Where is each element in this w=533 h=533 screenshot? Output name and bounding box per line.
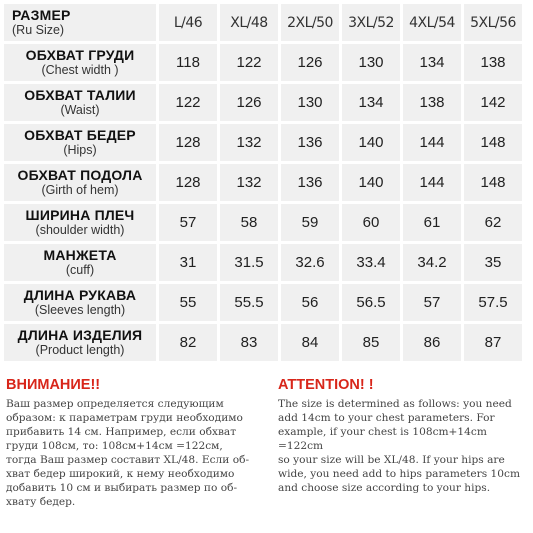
table-row <box>4 84 529 121</box>
measurement-name-en: (Sleeves length) <box>34 302 126 317</box>
measurement-value-cell: 136 <box>281 164 339 201</box>
notes-section <box>6 376 527 528</box>
measurement-value-cell: 34.2 <box>403 244 461 281</box>
measurement-value-cell: 126 <box>281 44 339 81</box>
measurement-label-cell <box>4 204 156 241</box>
size-column-header: L/46 <box>159 4 217 41</box>
table-row <box>4 324 529 361</box>
measurement-name-ru: ОБХВАТ ПОДОЛА <box>17 166 143 183</box>
measurement-value-cell: 60 <box>342 204 400 241</box>
measurement-value-cell: 84 <box>281 324 339 361</box>
measurement-label-cell <box>4 284 156 321</box>
measurement-value-cell: 82 <box>159 324 217 361</box>
measurement-value-cell: 86 <box>403 324 461 361</box>
size-header-ru: РАЗМЕР <box>12 6 71 23</box>
attention-title-ru: ВНИМАНИЕ!! <box>6 377 101 393</box>
measurement-value-cell: 31 <box>159 244 217 281</box>
measurement-name-en: (Hips) <box>63 142 97 157</box>
measurement-name-en: (Girth of hem) <box>41 182 119 197</box>
measurement-value-cell: 55 <box>159 284 217 321</box>
measurement-value-cell: 130 <box>342 44 400 81</box>
measurement-value-cell: 56.5 <box>342 284 400 321</box>
measurement-value-cell: 134 <box>403 44 461 81</box>
measurement-label-cell <box>4 124 156 161</box>
attention-text-en: The size is determined as follows: you need add 14cm to your chest parameters. For example, if your chest is 108cm+14cm =122cm so your size will be XL/48. If your hips are wide, you need add to hips parameters 10cm and choose size according to your hips. <box>278 398 520 494</box>
measurement-value-cell: 128 <box>159 124 217 161</box>
measurement-value-cell: 132 <box>220 164 278 201</box>
measurement-value-cell: 57 <box>159 204 217 241</box>
attention-note-en <box>278 376 528 495</box>
size-chart-table <box>4 4 529 364</box>
measurement-value-cell: 57 <box>403 284 461 321</box>
measurement-value-cell: 138 <box>464 44 522 81</box>
measurement-value-cell: 55.5 <box>220 284 278 321</box>
measurement-value-cell: 33.4 <box>342 244 400 281</box>
measurement-value-cell: 132 <box>220 124 278 161</box>
size-column-header: 4XL/54 <box>403 4 461 41</box>
measurement-value-cell: 32.6 <box>281 244 339 281</box>
measurement-value-cell: 148 <box>464 164 522 201</box>
measurement-value-cell: 144 <box>403 164 461 201</box>
measurement-name-ru: ШИРИНА ПЛЕЧ <box>25 206 135 223</box>
table-row <box>4 204 529 241</box>
measurement-value-cell: 62 <box>464 204 522 241</box>
measurement-name-en: (Chest width ) <box>41 62 119 77</box>
measurement-name-en: (cuff) <box>65 262 95 277</box>
measurement-value-cell: 128 <box>159 164 217 201</box>
measurement-name-ru: ОБХВАТ ТАЛИИ <box>24 86 136 103</box>
size-column-header: 3XL/52 <box>342 4 400 41</box>
measurement-value-cell: 126 <box>220 84 278 121</box>
measurement-label-cell <box>4 324 156 361</box>
measurement-name-en: (shoulder width) <box>35 222 125 237</box>
measurement-name-ru: МАНЖЕТА <box>43 246 117 263</box>
measurement-value-cell: 87 <box>464 324 522 361</box>
size-header-en: (Ru Size) <box>12 22 65 37</box>
measurement-value-cell: 136 <box>281 124 339 161</box>
measurement-value-cell: 31.5 <box>220 244 278 281</box>
measurement-value-cell: 59 <box>281 204 339 241</box>
measurement-value-cell: 144 <box>403 124 461 161</box>
measurement-value-cell: 56 <box>281 284 339 321</box>
table-row <box>4 244 529 281</box>
measurement-name-ru: ОБХВАТ ГРУДИ <box>25 46 135 63</box>
measurement-name-en: (Waist) <box>60 102 100 117</box>
measurement-label-cell <box>4 84 156 121</box>
measurement-value-cell: 142 <box>464 84 522 121</box>
attention-title-en: ATTENTION! ! <box>278 377 374 393</box>
size-header-cell <box>4 4 156 41</box>
measurement-value-cell: 57.5 <box>464 284 522 321</box>
measurement-label-cell <box>4 164 156 201</box>
measurement-value-cell: 140 <box>342 164 400 201</box>
measurement-value-cell: 58 <box>220 204 278 241</box>
measurement-value-cell: 122 <box>159 84 217 121</box>
measurement-value-cell: 138 <box>403 84 461 121</box>
table-row <box>4 164 529 201</box>
table-header-row <box>4 4 529 41</box>
measurement-name-en: (Product length) <box>35 342 125 357</box>
measurement-value-cell: 35 <box>464 244 522 281</box>
size-column-header: 5XL/56 <box>464 4 522 41</box>
attention-note-ru <box>6 376 268 509</box>
measurement-name-ru: ДЛИНА РУКАВА <box>23 286 137 303</box>
table-row <box>4 284 529 321</box>
table-row <box>4 44 529 81</box>
size-column-header: XL/48 <box>220 4 278 41</box>
measurement-value-cell: 83 <box>220 324 278 361</box>
measurement-value-cell: 118 <box>159 44 217 81</box>
size-column-header: 2XL/50 <box>281 4 339 41</box>
measurement-value-cell: 130 <box>281 84 339 121</box>
measurement-value-cell: 61 <box>403 204 461 241</box>
measurement-name-ru: ДЛИНА ИЗДЕЛИЯ <box>17 326 143 343</box>
table-row <box>4 124 529 161</box>
measurement-value-cell: 140 <box>342 124 400 161</box>
measurement-value-cell: 85 <box>342 324 400 361</box>
measurement-value-cell: 122 <box>220 44 278 81</box>
measurement-label-cell <box>4 44 156 81</box>
attention-text-ru: Ваш размер определяется следующим образом: к параметрам груди необходимо прибавить 14 см. Например, если обхват груди 108см, то: 108см+14см =122см, тогда Ваш размер составит XL/48. Если об- хват бедер широкий, к нему необходимо добавить 10 см и выбирать размер по об- хвату бедер. <box>6 398 250 508</box>
measurement-value-cell: 134 <box>342 84 400 121</box>
measurement-label-cell <box>4 244 156 281</box>
measurement-value-cell: 148 <box>464 124 522 161</box>
measurement-name-ru: ОБХВАТ БЕДЕР <box>24 126 136 143</box>
